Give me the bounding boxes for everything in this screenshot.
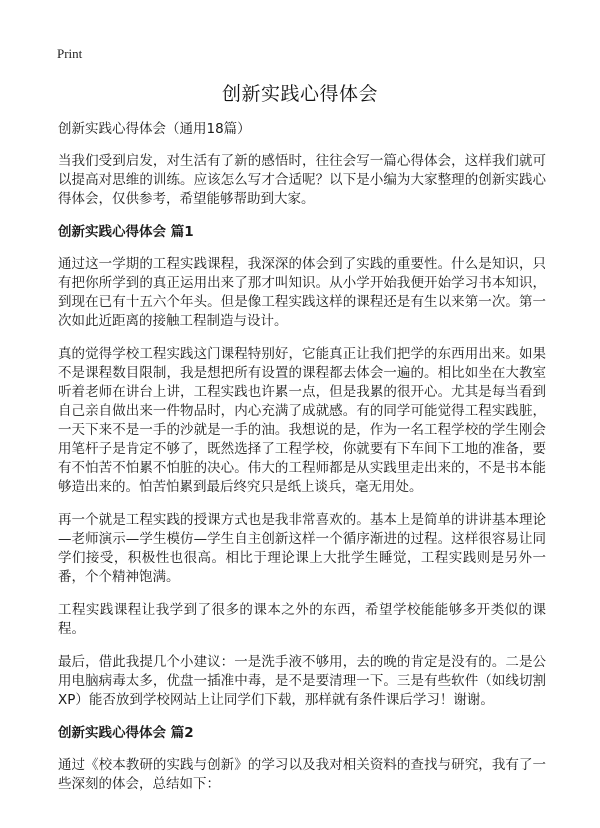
section-paragraph: 工程实践课程让我学到了很多的课本之外的东西，希望学校能能够多开类似的课程。	[58, 602, 546, 637]
document-subtitle: 创新实践心得体会（通用18篇）	[58, 121, 251, 137]
section-heading: 创新实践心得体会 篇2	[58, 725, 194, 741]
section-paragraph: 再一个就是工程实践的授课方式也是我非常喜欢的。基本上是简单的讲讲基本理论—老师演示—学生模仿—学生自主创新这样一个循序渐进的过程。这样很容易让同学们接受，积极性也很高。相比于理论课上大批学生睡觉，工程实践则是另外一番，个个精神饱满。	[58, 512, 546, 585]
section-heading: 创新实践心得体会 篇1	[58, 224, 194, 240]
page-title: 创新实践心得体会	[221, 83, 378, 105]
section-paragraph: 真的觉得学校工程实践这门课程特别好，它能真正让我们把学的东西用出来。如果不是课程数目限制，我是想把所有设置的课程都去体会一遍的。相比如坐在大教室听着老师在讲台上讲，工程实践也许累一点，但是我累的很开心。尤其是每当看到自己亲自做出来一件物品时，内心充满了成就感。有的同学可能觉得工程实践脏，一天下来不是一手的沙就是一手的油。我想说的是，作为一名工程学校的学生刚会用笔杆子是肯定不够了，既然选择了工程学校，你就要有下车间下工地的准备，要有不怕苦不怕累不怕脏的决心。伟大的工程师都是从实践里走出来的，不是书本能够造出来的。怕苦怕累到最后终究只是纸上谈兵，毫无用处。	[58, 346, 546, 495]
print-label[interactable]: Print	[57, 46, 83, 61]
intro-paragraph: 当我们受到启发，对生活有了新的感悟时，往往会写一篇心得体会，这样我们就可以提高对思维的训练。应该怎么写才合适呢？以下是小编为大家整理的创新实践心得体会，仅供参考，希望能够帮助到大家。	[58, 153, 546, 207]
document-body	[58, 120, 546, 808]
section-paragraph: 最后，借此我提几个小建议：一是洗手液不够用，去的晚的肯定是没有的。二是公用电脑病毒太多，优盘一插准中毒，是不是要清理一下。三是有些软件（如线切割XP）能否放到学校网站上让同学们下载，那样就有条件课后学习！谢谢。	[58, 654, 546, 708]
section-paragraph: 通过这一学期的工程实践课程，我深深的体会到了实践的重要性。什么是知识，只有把你所学到的真正运用出来了那才叫知识。从小学开始我便开始学习书本知识，到现在已有十五六个年头。但是像工程实践这样的课程还是有生以来第一次。第一次如此近距离的接触工程制造与设计。	[58, 256, 546, 329]
section-paragraph: 通过《校本教研的实践与创新》的学习以及我对相关资料的查找与研究，我有了一些深刻的体会，总结如下：	[58, 757, 546, 792]
